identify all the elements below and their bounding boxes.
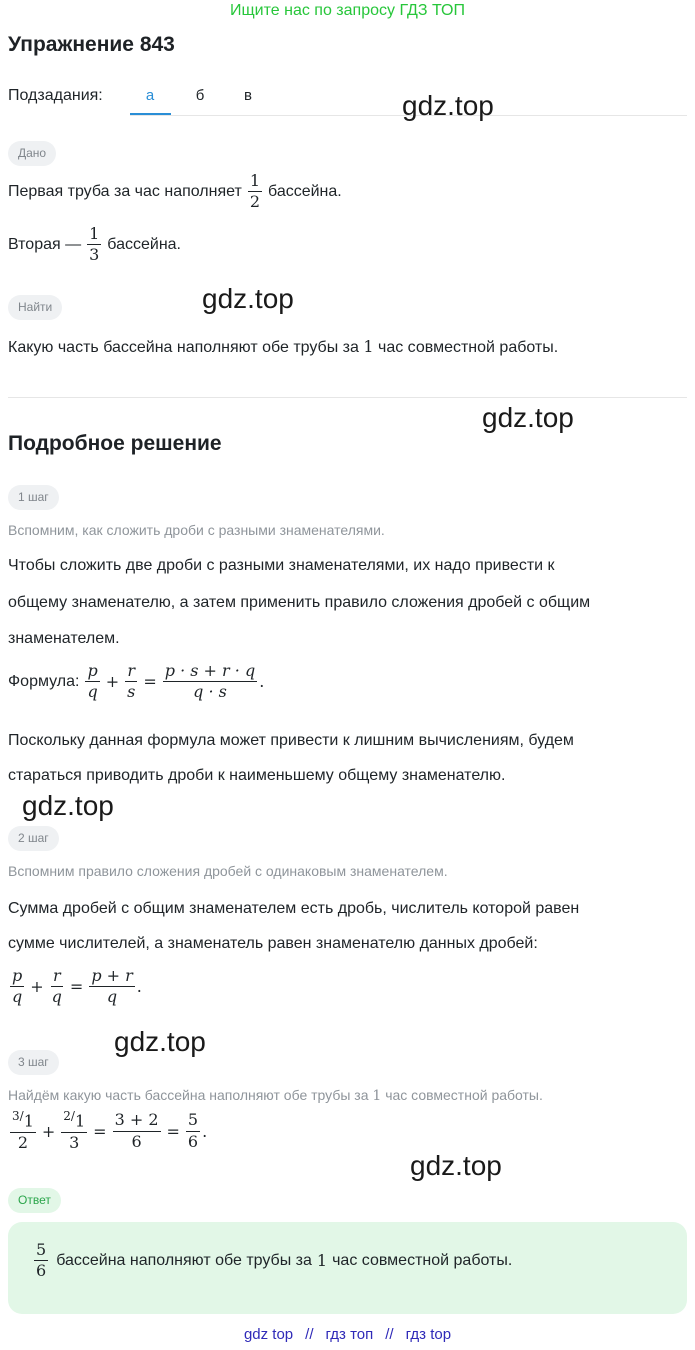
footer-link[interactable]: gdz top [243,1326,294,1343]
step-1-paragraph: стараться приводить дроби к наименьшему общему знаменателю. [8,767,506,784]
step-1-paragraph: общему знаменателю, а затем применить правило сложения дробей с общим [8,594,591,611]
step-1-hint: Вспомним, как сложить дроби с разными знаменателями. [8,522,385,538]
watermark: gdz.top [482,402,574,433]
given-line-2: Вторая — $\frac{1}{3}$ бассейна. [8,224,181,265]
tab-c[interactable]: в [244,87,252,104]
step-1-paragraph: Поскольку данная формула может привести к лишним вычислениям, будем [8,732,574,749]
given-line-1: Первая труба за час наполняет $\frac{1}{2}$ бассейна. [8,171,342,212]
step-3-calculation: $\frac{^{3/}1}{2}$ + $\frac{^{2/}1}{3}$ = $\frac{3 + 2}{6}$ = $\frac{5}{6}$ . [12,1109,208,1152]
answer-pill: Ответ [8,1188,61,1213]
watermark: gdz.top [410,1150,502,1181]
watermark: gdz.top [402,90,494,121]
footer-separator: // [385,1326,394,1343]
page-title: Упражнение 843 [8,33,175,56]
watermark: gdz.top [114,1026,206,1057]
step-1-paragraph: знаменателем. [8,630,120,647]
tab-b[interactable]: б [195,87,205,104]
step-2-pill: 2 шаг [8,826,59,851]
step-3-pill: 3 шаг [8,1050,59,1075]
answer-text: $\frac{5}{6}$ бассейна наполняют обе трубы за 1 час совместной работы. [36,1240,513,1281]
step-1-pill: 1 шаг [8,485,59,510]
step-1-formula: Формула: $\frac{p}{q}$ + $\frac{r}{s}$ = $\frac{p \cdot s + r \cdot q}{q \cdot s}$ . [8,661,265,702]
step-2-paragraph: Сумма дробей с общим знаменателем есть дробь, числитель которой равен [8,900,580,917]
watermark: gdz.top [202,283,294,314]
fraction: $\frac{1}{2}$ [249,171,261,212]
fraction: $\frac{1}{3}$ [89,224,100,265]
step-3-hint: Найдём какую часть бассейна наполняют обе трубы за 1 час совместной работы. [8,1087,543,1104]
active-tab-indicator [130,113,171,115]
given-pill: Дано [8,141,56,166]
footer-separator: // [305,1326,314,1343]
footer-links [0,1326,695,1343]
subtasks-label: Подзадания: [8,87,103,104]
search-banner[interactable]: Ищите нас по запросу ГДЗ ТОП [230,2,465,19]
step-2-paragraph: сумме числителей, а знаменатель равен знаменателю данных дробей: [8,935,538,952]
step-1-paragraph: Чтобы сложить две дроби с разными знаменателями, их надо привести к [8,557,555,574]
find-pill: Найти [8,295,62,320]
solution-heading: Подробное решение [8,432,222,455]
section-divider [8,397,687,398]
step-2-formula: $\frac{p}{q}$ + $\frac{r}{q}$ = $\frac{p + r}{q}$ . [12,966,142,1007]
tab-a[interactable]: а [145,87,155,104]
find-text: Какую часть бассейна наполняют обе трубы за 1 час совместной работы. [8,337,559,356]
watermark: gdz.top [22,790,114,821]
footer-link[interactable]: гдз top [405,1326,452,1343]
footer-link[interactable]: гдз топ [325,1326,374,1343]
step-2-hint: Вспомним правило сложения дробей с одинаковым знаменателем. [8,863,448,879]
